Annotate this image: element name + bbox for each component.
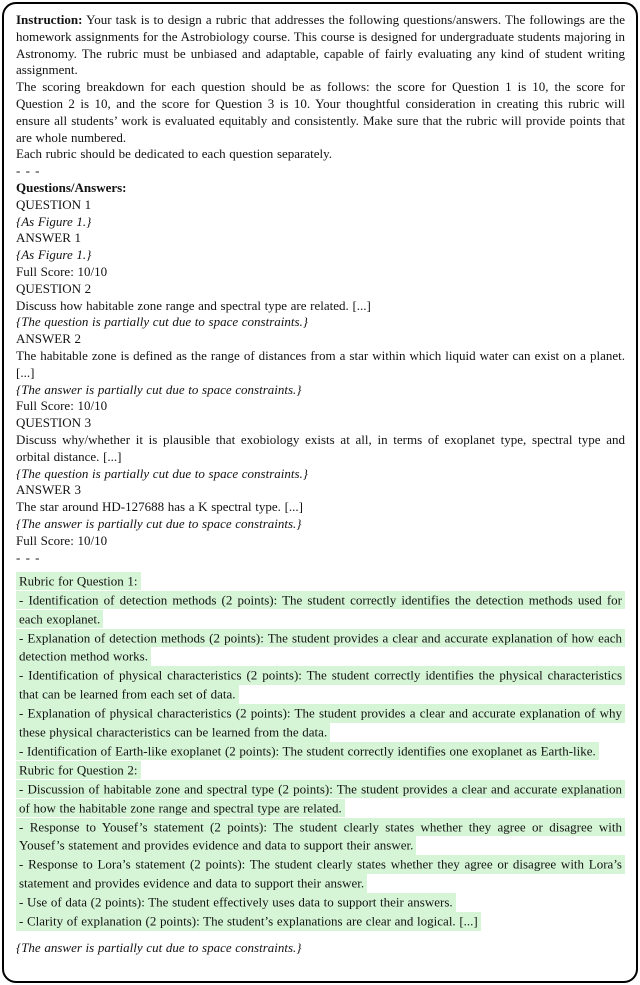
qa-line-full-score-1: Full Score: 10/10: [16, 263, 108, 279]
instruction-label: Instruction:: [16, 12, 83, 27]
rubric-item-text: - Identification of detection methods (2 points): The student correctly identifies the detection methods used for each exoplanet.: [16, 591, 625, 628]
rubric-item-text: - Explanation of detection methods (2 points): The student provides a clear and accurate explanation of how each detection method works.: [16, 629, 625, 666]
rubric-title-highlight: Rubric for Question 1:: [16, 572, 141, 591]
document-frame: [2, 2, 638, 983]
rubric-item: [16, 667, 625, 705]
rubric-item: [16, 629, 625, 667]
qa-line-question-2: QUESTION 2: [16, 280, 92, 296]
qa-line-cut-note: {The question is partially cut due to space constraints.}: [16, 465, 308, 481]
instruction-body: Your task is to design a rubric that addresses the following questions/answers. The followings are the homework assignments for the Astrobiology course. This course is designed for undergraduate students majoring in Astronomy. The rubric must be unbiased and adaptable, capable of fairly evaluating any kind of student writing assignment.: [16, 12, 625, 78]
qa-line-cut-note: {The question is partially cut due to space constraints.}: [16, 314, 308, 330]
qa-line-question-3-text: Discuss why/whether it is plausible that exobiology exists at all, in terms of exoplanet type, spectral type and orbital distance. [...]: [16, 431, 625, 464]
qa-line-answer-2: ANSWER 2: [16, 331, 82, 347]
rubric-title: [16, 761, 625, 780]
rubric-item: [16, 780, 625, 818]
rubric-title: [16, 572, 625, 591]
rubric-item-text: - Use of data (2 points): The student effectively uses data to support their answers.: [16, 893, 456, 912]
rubric-item-text: - Response to Yousef’s statement (2 points): The student clearly states whether they agree or disagree with Yousef’s statement and provides evidence and data to support their answer.: [16, 818, 625, 855]
rubric-title-highlight: Rubric for Question 2:: [16, 761, 141, 780]
rubric-item-text: - Discussion of habitable zone and spectral type (2 points): The student provides a clear and accurate explanation of how the habitable zone range and spectral type are related.: [16, 780, 625, 817]
scoring-paragraph: The scoring breakdown for each question should be as follows: the score for Question 1 is 10, the score for Question 2 is 10, and the score for Question 3 is 10. Your thoughtful consideration in creating this rubric will ensure all students’ work is evaluated equitably and consistently. Make sure that the rubric will provide points that are whole numbered.: [16, 79, 625, 145]
qa-line-full-score-2: Full Score: 10/10: [16, 398, 108, 414]
rubric-item: [16, 894, 625, 913]
qa-line-cut-note: {The answer is partially cut due to space constraints.}: [16, 515, 302, 531]
rubric-item-text: - Response to Lora’s statement (2 points): The student clearly states whether they agree or disagree with Lora’s statement and provides evidence and data to support their answer.: [16, 855, 625, 892]
qa-line-answer-2-text: The habitable zone is defined as the range of distances from a star within which liquid water can exist on a planet. [...]: [16, 347, 625, 380]
rubric-item: [16, 705, 625, 743]
rubric-item: [16, 913, 625, 932]
truncation-note: {The answer is partially cut due to space constraints.}: [16, 939, 302, 955]
qa-line-question-3: QUESTION 3: [16, 415, 92, 431]
dedication-line: Each rubric should be dedicated to each question separately.: [16, 146, 333, 162]
rubric-item-text: - Explanation of physical characteristics (2 points): The student provides a clear and accurate explanation of why these physical characteristics can be learned from the data.: [16, 704, 625, 741]
qa-line-figure-note: {As Figure 1.}: [16, 247, 92, 263]
qa-line-answer-1: ANSWER 1: [16, 230, 82, 246]
qa-line-answer-3-text: The star around HD-127688 has a K spectral type. [...]: [16, 499, 303, 515]
rubric-question-1: [16, 572, 625, 761]
rubric-item: [16, 818, 625, 856]
instruction-paragraph: [16, 12, 625, 79]
rubric-question-2: [16, 761, 625, 931]
qa-line-cut-note: {The answer is partially cut due to space constraints.}: [16, 381, 302, 397]
rubric-item-text: - Identification of Earth-like exoplanet (2 points): The student correctly identifies one exoplanet as Earth-like.: [16, 742, 599, 761]
separator-dashes: - - -: [16, 163, 40, 179]
rubric-item-text: - Identification of physical characteristics (2 points): The student correctly identifies the physical characteristics that can be learned from each set of data.: [16, 666, 625, 703]
separator-dashes: - - -: [16, 549, 40, 565]
rubric-item: [16, 742, 625, 761]
rubric-item: [16, 591, 625, 629]
rubric-item: [16, 856, 625, 894]
qa-heading: Questions/Answers:: [16, 179, 127, 195]
qa-line-full-score-3: Full Score: 10/10: [16, 532, 108, 548]
qa-line-figure-note: {As Figure 1.}: [16, 213, 92, 229]
qa-line-question-2-text: Discuss how habitable zone range and spectral type are related. [...]: [16, 297, 371, 313]
qa-line-answer-3: ANSWER 3: [16, 482, 82, 498]
rubric-item-text: - Clarity of explanation (2 points): The student’s explanations are clear and logical. [...]: [16, 912, 481, 931]
qa-line-question-1: QUESTION 1: [16, 196, 92, 212]
